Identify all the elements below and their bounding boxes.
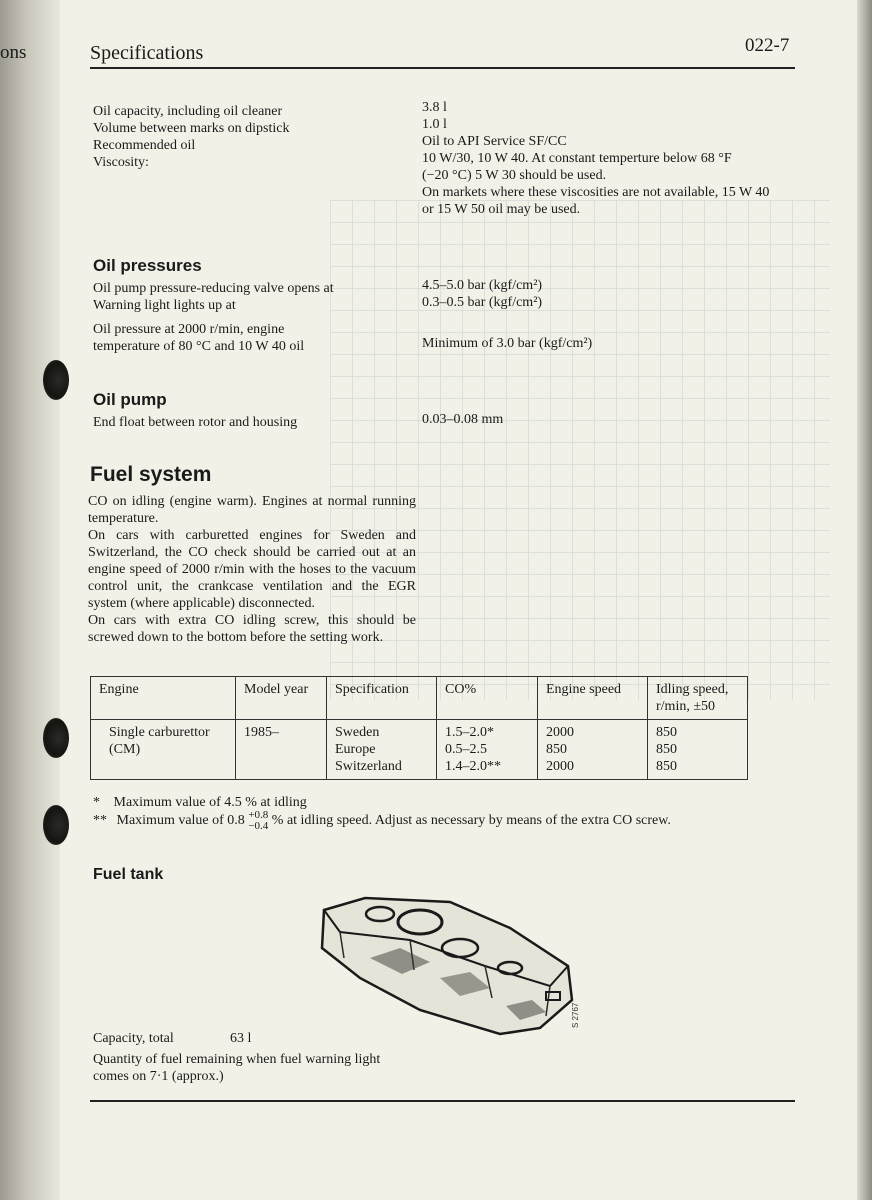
oil-spec-value: 1.0 l — [422, 117, 447, 132]
binder-hole — [43, 805, 69, 845]
table-cell-engine: Single carburettor (CM) — [91, 720, 236, 780]
table-cell-specification — [327, 720, 437, 780]
header-divider — [90, 67, 795, 69]
engine-speed-value: 2000 — [546, 725, 574, 740]
pressure-label: temperature of 80 °C and 10 W 40 oil — [93, 339, 305, 354]
engine-speed-value: 850 — [546, 742, 567, 757]
pressure-value: 0.3–0.5 bar (kgf/cm²) — [422, 295, 543, 310]
co-value: 0.5–2.5 — [445, 742, 487, 757]
footnote-text: Maximum value of 0.8 — [116, 813, 245, 829]
oil-spec-value: (−20 °C) 5 W 30 should be used. — [422, 168, 607, 183]
table-cell-co — [437, 720, 538, 780]
column-header: CO% — [437, 677, 538, 720]
oil-spec-label: Viscosity: — [93, 155, 149, 170]
co-value: 1.5–2.0* — [445, 725, 494, 740]
market-switzerland: Switzerland — [335, 759, 402, 774]
fuel-system-heading: Fuel system — [90, 463, 212, 486]
oil-spec-label: Oil capacity, including oil cleaner — [93, 104, 283, 119]
footnote-2 — [93, 810, 671, 832]
footer-divider — [90, 1100, 795, 1102]
oil-spec-value: or 15 W 50 oil may be used. — [422, 202, 581, 217]
table-row — [91, 720, 748, 780]
page-edge — [857, 0, 872, 1200]
oil-pump-value: 0.03–0.08 mm — [422, 412, 504, 427]
column-header: Engine speed — [538, 677, 648, 720]
oil-spec-value: 3.8 l — [422, 100, 447, 115]
oil-pump-heading: Oil pump — [93, 390, 167, 409]
engine-speed-value: 2000 — [546, 759, 574, 774]
binding-shadow — [0, 0, 60, 1200]
oil-spec-value: 10 W/30, 10 W 40. At constant temperture below 68 °F — [422, 151, 732, 166]
idling-speed-value: 850 — [656, 725, 677, 740]
pressure-value: 4.5–5.0 bar (kgf/cm²) — [422, 278, 543, 293]
idling-speed-value: 850 — [656, 742, 677, 757]
oil-pump-label: End float between rotor and housing — [93, 415, 298, 430]
column-header: Model year — [236, 677, 327, 720]
binder-hole — [43, 718, 69, 758]
oil-spec-value: Oil to API Service SF/CC — [422, 134, 567, 149]
fuel-tank-heading: Fuel tank — [93, 866, 164, 883]
idling-speed-value: 850 — [656, 759, 677, 774]
fuel-system-paragraph: On cars with extra CO idling screw, this should be screwed down to the bottom before the setting work. — [88, 613, 416, 645]
table-cell-model-year: 1985– — [236, 720, 327, 780]
oil-spec-label: Recommended oil — [93, 138, 196, 153]
tolerance-lower: −0.4 — [248, 820, 269, 832]
co-settings-table — [90, 676, 748, 780]
footnote-text: Maximum value of 4.5 % at idling — [113, 795, 307, 810]
column-header: Idling speed, r/min, ±50 — [648, 677, 748, 720]
footnote-marker: * — [93, 795, 100, 810]
page-number: 022-7 — [745, 35, 790, 56]
tolerance — [248, 810, 268, 832]
pressure-label: Warning light lights up at — [93, 298, 236, 313]
oil-spec-label: Volume between marks on dipstick — [93, 121, 290, 136]
reserve-text: comes on 7·1 (approx.) — [93, 1069, 224, 1084]
pressure-label: Oil pump pressure-reducing valve opens at — [93, 281, 334, 296]
table-cell-engine-speed — [538, 720, 648, 780]
co-value: 1.4–2.0** — [445, 759, 501, 774]
previous-page-fragment: ons — [0, 42, 27, 63]
page-title: Specifications — [90, 42, 204, 64]
market-europe: Europe — [335, 742, 376, 757]
reserve-text: Quantity of fuel remaining when fuel warning light — [93, 1052, 381, 1067]
pressure-value: Minimum of 3.0 bar (kgf/cm²) — [422, 336, 593, 351]
fuel-tank-illustration — [310, 888, 590, 1038]
footnote-text: % at idling speed. Adjust as necessary by means of the extra CO screw. — [271, 813, 671, 829]
fuel-system-text — [88, 493, 416, 646]
column-header: Engine — [91, 677, 236, 720]
footnote-1 — [93, 795, 307, 811]
capacity-label: Capacity, total — [93, 1031, 174, 1046]
table-cell-idling-speed — [648, 720, 748, 780]
market-sweden: Sweden — [335, 725, 380, 740]
oil-pressures-heading: Oil pressures — [93, 256, 202, 275]
oil-spec-value: On markets where these viscosities are not available, 15 W 40 — [422, 185, 770, 200]
binder-hole — [43, 360, 69, 400]
capacity-value: 63 l — [230, 1031, 252, 1046]
pressure-label: Oil pressure at 2000 r/min, engine — [93, 322, 285, 337]
figure-code: S 2767 — [571, 1002, 580, 1028]
table-header-row — [91, 677, 748, 720]
fuel-system-paragraph: CO on idling (engine warm). Engines at normal running temperature. — [88, 494, 416, 526]
fuel-system-paragraph: On cars with carburetted engines for Sweden and Switzerland, the CO check should be carried out at an engine speed of 2000 r/min with the hoses to the vacuum control unit, the crankcase ventilation and the EGR system (where applicable) disconnected. — [88, 528, 416, 611]
tolerance-upper: +0.8 — [248, 809, 269, 821]
column-header: Specification — [327, 677, 437, 720]
footnote-marker: ** — [93, 813, 107, 829]
